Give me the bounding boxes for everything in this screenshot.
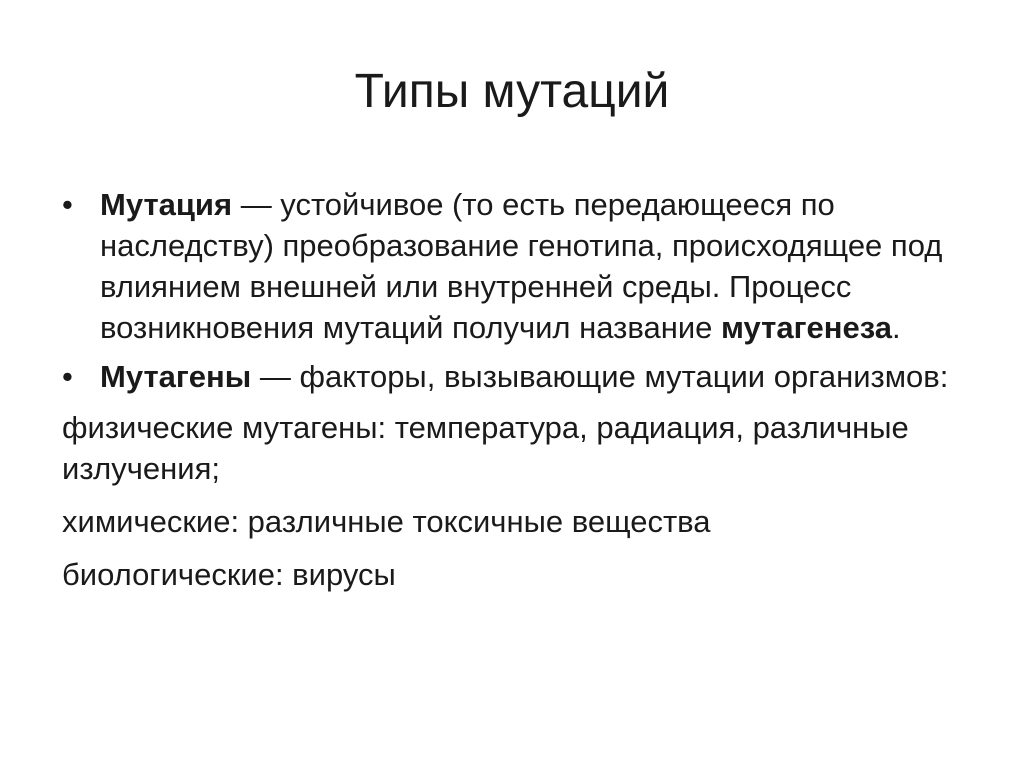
chemical-mutagens-line: химические: различные токсичные вещества	[62, 504, 711, 539]
mutation-definition-end: .	[891, 310, 901, 345]
mutation-definition: — устойчивое (то есть передающееся по наследству) преобразование генотипа, происходящее под влиянием внешней или внутренней среды. Процесс возникновения мутаций получил название	[100, 187, 943, 345]
bullet-icon: •	[62, 359, 73, 394]
term-mutagenesis: мутагенеза	[721, 310, 892, 345]
slide-content	[62, 184, 962, 595]
bullet-mutagens	[62, 356, 962, 397]
bullet-icon: •	[62, 187, 73, 222]
bullet-mutation	[62, 184, 962, 348]
term-mutation: Мутация	[100, 187, 233, 222]
slide-title: Типы мутаций	[354, 65, 670, 118]
biological-mutagens-line: биологические: вирусы	[62, 557, 396, 592]
physical-mutagens-line: физические мутагены: температура, радиация, различные излучения;	[62, 410, 909, 486]
term-mutagens: Мутагены	[100, 359, 252, 394]
mutagens-definition: — факторы, вызывающие мутации организмов:	[251, 359, 949, 394]
